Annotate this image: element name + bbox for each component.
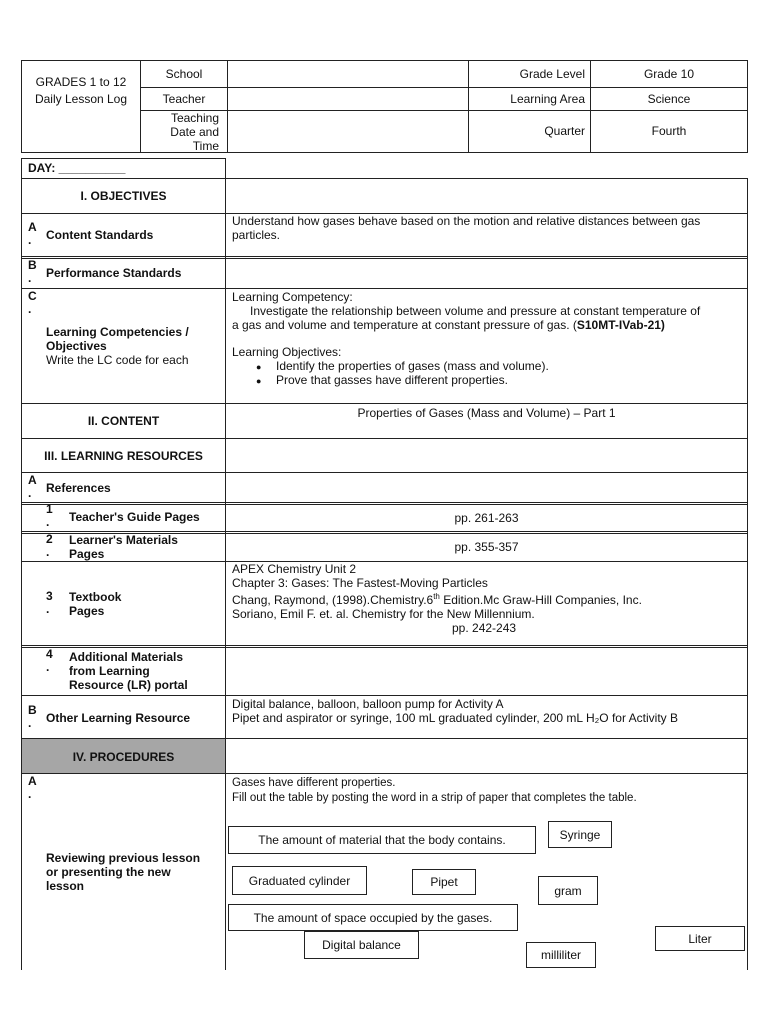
number-1-text: 1: [46, 502, 53, 516]
tb-line-4: Soriano, Emil F. et. al. Chemistry for the New Millennium.: [232, 607, 535, 621]
letter-c-objectives: C .: [28, 289, 37, 316]
letter-a-objectives: A .: [28, 220, 37, 247]
strip-pipet[interactable]: Pipet: [412, 869, 476, 895]
lc-text-2: [232, 318, 744, 332]
strip-volume-definition[interactable]: The amount of space occupied by the gases.: [228, 904, 518, 931]
letter-a-res-text: A: [28, 473, 37, 487]
letter-b-res-text: B: [28, 703, 37, 717]
reviewing-lesson-label: [46, 851, 200, 893]
lc-text-1: Investigate the relationship between volume and pressure at constant temperature of: [250, 304, 701, 318]
teacher-label: Teacher: [162, 92, 206, 106]
form-title-line-2: Daily Lesson Log: [34, 92, 128, 106]
strip-graduated-cylinder[interactable]: Graduated cylinder: [232, 866, 367, 895]
form-title: [22, 74, 140, 108]
review-label-line-3: lesson: [46, 879, 85, 893]
learning-resources-heading: III. LEARNING RESOURCES: [44, 449, 203, 463]
strip-syringe[interactable]: Syringe: [548, 821, 612, 848]
school-field[interactable]: [228, 61, 468, 87]
number-2: 2 .: [46, 532, 53, 559]
school-label: School: [165, 67, 203, 81]
letter-a-procedures: A .: [28, 774, 37, 801]
learners-materials-pages: pp. 355-357: [454, 540, 519, 554]
lm-label-line-1: Learner's Materials: [69, 533, 178, 547]
teaching-label-1: Teaching: [170, 111, 219, 125]
number-3: 3 .: [46, 589, 53, 616]
lc-heading: Learning Competency:: [232, 290, 353, 304]
textbook-label: [69, 590, 121, 618]
tb-line-2: Chapter 3: Gases: The Fastest-Moving Particles: [232, 576, 488, 590]
lc-label-line-3: Write the LC code for each: [46, 353, 189, 367]
tb-line-3-sup: th: [433, 592, 440, 601]
teaching-date-label: [141, 111, 219, 153]
learning-area-label: Learning Area: [510, 92, 585, 106]
strip-mass-definition[interactable]: The amount of material that the body contains.: [228, 826, 536, 854]
learning-area-value: Science: [647, 92, 691, 106]
am-label-line-3: Resource (LR) portal: [69, 678, 188, 692]
number-1: 1 .: [46, 502, 53, 529]
textbook-references: [232, 562, 744, 635]
objectives-heading: I. OBJECTIVES: [80, 189, 167, 203]
lc-label-line-1: Learning Competencies /: [46, 325, 189, 339]
am-label-line-1: Additional Materials: [69, 650, 184, 664]
quarter-label: Quarter: [544, 124, 585, 138]
performance-standards-label: Performance Standards: [46, 266, 182, 280]
content-heading: II. CONTENT: [87, 414, 160, 428]
review-label-line-1: Reviewing previous lesson: [46, 851, 201, 865]
strip-digital-balance[interactable]: Digital balance: [304, 931, 419, 959]
letter-b-text: B: [28, 258, 37, 272]
letter-a-proc-text: A: [28, 774, 37, 788]
learning-competencies-label: [46, 325, 189, 367]
content-standards-label: Content Standards: [46, 228, 154, 242]
am-label-line-2: from Learning: [69, 664, 150, 678]
list-item: ● Prove that gasses have different properties.: [250, 373, 744, 387]
number-3-text: 3: [46, 589, 53, 603]
lc-code: S10MT-IVab-21: [576, 318, 661, 332]
other-learning-resource-text: [232, 697, 744, 725]
letter-a-text: A: [28, 220, 37, 234]
learning-competency-block: [232, 290, 744, 387]
tb-line-3-post: Edition.Mc Graw-Hill Companies, Inc.: [439, 593, 642, 607]
teaching-date-field[interactable]: [228, 111, 468, 152]
form-title-line-1: GRADES 1 to 12: [35, 75, 127, 89]
number-4-text: 4: [46, 647, 53, 661]
lc-text-2-suffix: ): [660, 318, 665, 332]
tb-line-3-pre: Chang, Raymond, (1998).Chemistry.6: [232, 593, 434, 607]
letter-a-resources: A .: [28, 473, 37, 500]
olr-line-1: Digital balance, balloon, balloon pump for Activity A: [232, 697, 504, 711]
lc-label-line-2: Objectives: [46, 339, 107, 353]
review-line-1: Gases have different properties.: [232, 777, 396, 789]
letter-c-text: C: [28, 289, 37, 303]
teacher-field[interactable]: [228, 88, 468, 110]
procedures-heading: IV. PROCEDURES: [72, 750, 175, 764]
strip-milliliter[interactable]: milliliter: [526, 942, 596, 968]
number-2-text: 2: [46, 532, 53, 546]
content-standards-text: Understand how gases behave based on the motion and relative distances between gas particles.: [232, 214, 701, 242]
grade-level-value: Grade 10: [643, 67, 695, 81]
letter-b-resources: B .: [28, 703, 37, 730]
lc-text-2-prefix: a gas and volume and temperature at constant pressure of gas. (: [232, 318, 577, 332]
tb-line-3: [232, 590, 744, 607]
teaching-label-2: Date and: [170, 125, 219, 139]
other-learning-resource-label: Other Learning Resource: [46, 711, 191, 725]
quarter-value: Fourth: [651, 124, 687, 138]
lo-heading: Learning Objectives:: [232, 345, 342, 359]
learners-materials-label: [69, 533, 178, 561]
letter-b-objectives: B .: [28, 258, 37, 285]
tb-line-1: APEX Chemistry Unit 2: [232, 562, 357, 576]
number-4: 4 .: [46, 647, 53, 674]
teachers-guide-pages: pp. 261-263: [454, 511, 519, 525]
tb-label-line-1: Textbook: [69, 590, 122, 604]
grade-level-label: Grade Level: [519, 67, 585, 81]
content-text: Properties of Gases (Mass and Volume) – Part 1: [357, 406, 616, 420]
strip-gram[interactable]: gram: [538, 876, 598, 905]
teaching-label-3: Time: [192, 139, 219, 153]
review-label-line-2: or presenting the new: [46, 865, 171, 879]
day-label: DAY: __________: [28, 161, 126, 175]
olr-line-2: Pipet and aspirator or syringe, 100 mL graduated cylinder, 200 mL H₂O for Activity B: [232, 711, 678, 725]
reviewing-lesson-text: [232, 776, 744, 806]
review-line-2: Fill out the table by posting the word in a strip of paper that completes the table.: [232, 792, 637, 804]
learning-objectives-list: [232, 359, 744, 387]
tb-label-line-2: Pages: [69, 604, 105, 618]
additional-materials-label: [69, 650, 188, 692]
teachers-guide-label: Teacher's Guide Pages: [69, 510, 200, 524]
strip-liter[interactable]: Liter: [655, 926, 745, 951]
list-item: ● Identify the properties of gases (mass and volume).: [250, 359, 744, 373]
lm-label-line-2: Pages: [69, 547, 105, 561]
references-label: References: [46, 481, 111, 495]
tb-pages: pp. 242-243: [452, 621, 517, 635]
